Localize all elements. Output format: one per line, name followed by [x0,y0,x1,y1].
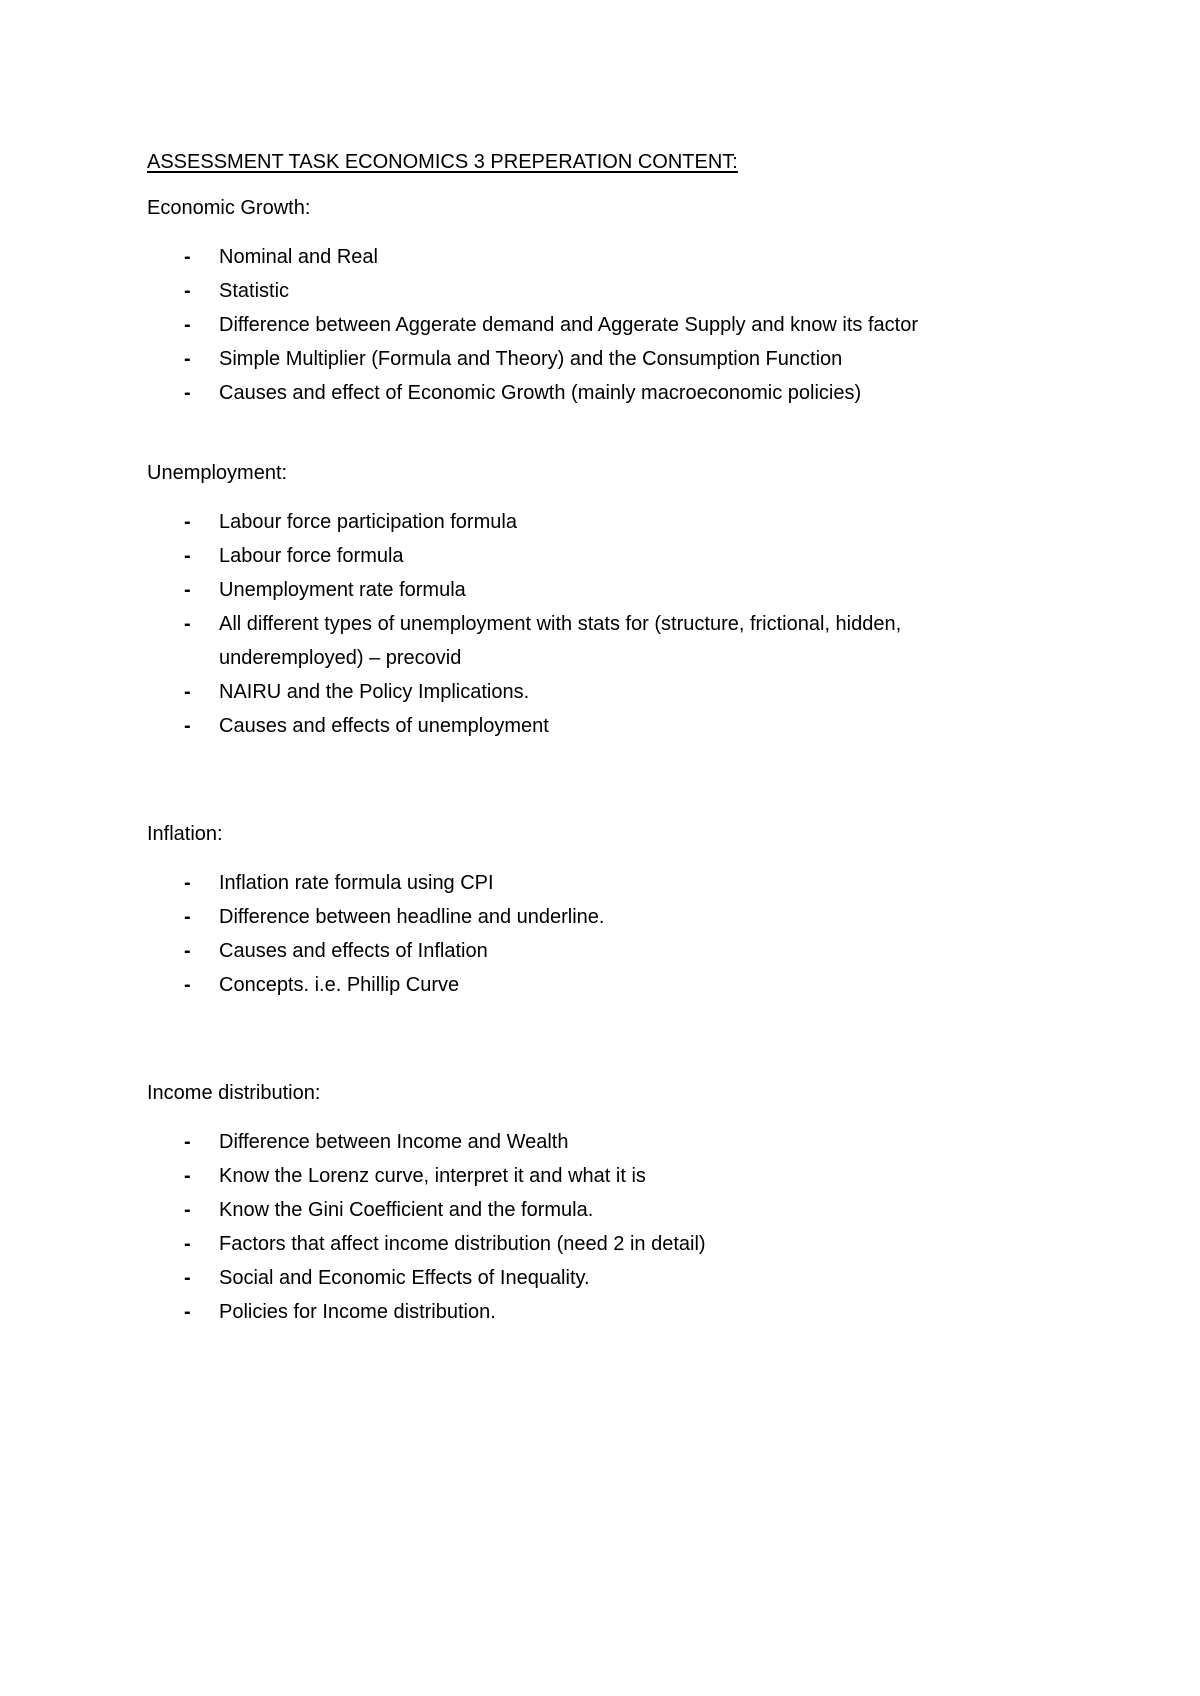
list-item-text: Unemployment rate formula [219,579,466,601]
document-title: ASSESSMENT TASK ECONOMICS 3 PREPERATION CONTENT: [147,151,738,173]
dash-bullet: - [184,382,191,404]
dash-bullet: - [184,511,191,533]
list-item [147,308,1067,342]
bullet-list [147,240,1067,410]
list-item [147,675,1067,709]
list-item-text: Difference between Income and Wealth [219,1131,569,1153]
list-item-text: Factors that affect income distribution (need 2 in detail) [219,1233,706,1255]
dash-bullet: - [184,872,191,894]
dash-bullet: - [184,940,191,962]
section-economic-growth [147,194,1067,410]
dash-bullet: - [184,906,191,928]
dash-bullet: - [184,314,191,336]
list-item-text: Inflation rate formula using CPI [219,872,494,894]
bullet-list [147,1125,1067,1329]
bullet-list [147,866,1067,1002]
list-item-text: Nominal and Real [219,246,378,268]
list-item [147,342,1067,376]
list-item-text: Statistic [219,280,290,302]
dash-bullet: - [184,579,191,601]
dash-bullet: - [184,1131,191,1153]
bullet-list [147,505,1067,743]
list-item [147,934,1067,968]
list-item [147,866,1067,900]
list-item-text: Social and Economic Effects of Inequality. [219,1267,590,1289]
list-item [147,1159,1067,1193]
list-item [147,900,1067,934]
list-item [147,1261,1067,1295]
dash-bullet: - [184,974,191,996]
list-item-text: Simple Multiplier (Formula and Theory) and the Consumption Function [219,348,843,370]
list-item [147,240,1067,274]
section-income-distribution [147,1079,1067,1329]
dash-bullet: - [184,1165,191,1187]
list-item-text: Difference between Aggerate demand and Aggerate Supply and know its factor [219,314,918,336]
dash-bullet: - [184,1233,191,1255]
list-item-continuation: underemployed) – precovid [219,647,462,669]
dash-bullet: - [184,246,191,268]
section-heading: Income distribution: [147,1082,321,1104]
dash-bullet: - [184,545,191,567]
list-item [147,1295,1067,1329]
dash-bullet: - [184,681,191,703]
list-item-text: Labour force participation formula [219,511,517,533]
list-item-text: Causes and effect of Economic Growth (mainly macroeconomic policies) [219,382,862,404]
list-item [147,1125,1067,1159]
list-item-text: NAIRU and the Policy Implications. [219,681,530,703]
section-heading: Economic Growth: [147,197,311,219]
list-item-text: Policies for Income distribution. [219,1301,496,1323]
list-item [147,607,1067,675]
section-inflation [147,820,1067,1002]
list-item-text: Know the Lorenz curve, interpret it and what it is [219,1165,646,1187]
list-item-text: Causes and effects of unemployment [219,715,549,737]
list-item [147,539,1067,573]
section-heading: Inflation: [147,823,223,845]
dash-bullet: - [184,1267,191,1289]
list-item [147,709,1067,743]
list-item-text: Difference between headline and underline. [219,906,605,928]
dash-bullet: - [184,280,191,302]
list-item [147,274,1067,308]
list-item [147,573,1067,607]
document-page [147,148,1067,1329]
dash-bullet: - [184,1301,191,1323]
list-item-text: Labour force formula [219,545,404,567]
list-item [147,505,1067,539]
section-unemployment [147,459,1067,743]
list-item-text: All different types of unemployment with stats for (structure, frictional, hidden, [219,613,902,635]
section-heading: Unemployment: [147,462,288,484]
dash-bullet: - [184,348,191,370]
list-item-text: Concepts. i.e. Phillip Curve [219,974,460,996]
dash-bullet: - [184,1199,191,1221]
list-item [147,1227,1067,1261]
list-item [147,968,1067,1002]
list-item-text: Causes and effects of Inflation [219,940,488,962]
list-item [147,1193,1067,1227]
list-item [147,376,1067,410]
dash-bullet: - [184,715,191,737]
list-item-text: Know the Gini Coefficient and the formula. [219,1199,594,1221]
dash-bullet: - [184,613,191,635]
